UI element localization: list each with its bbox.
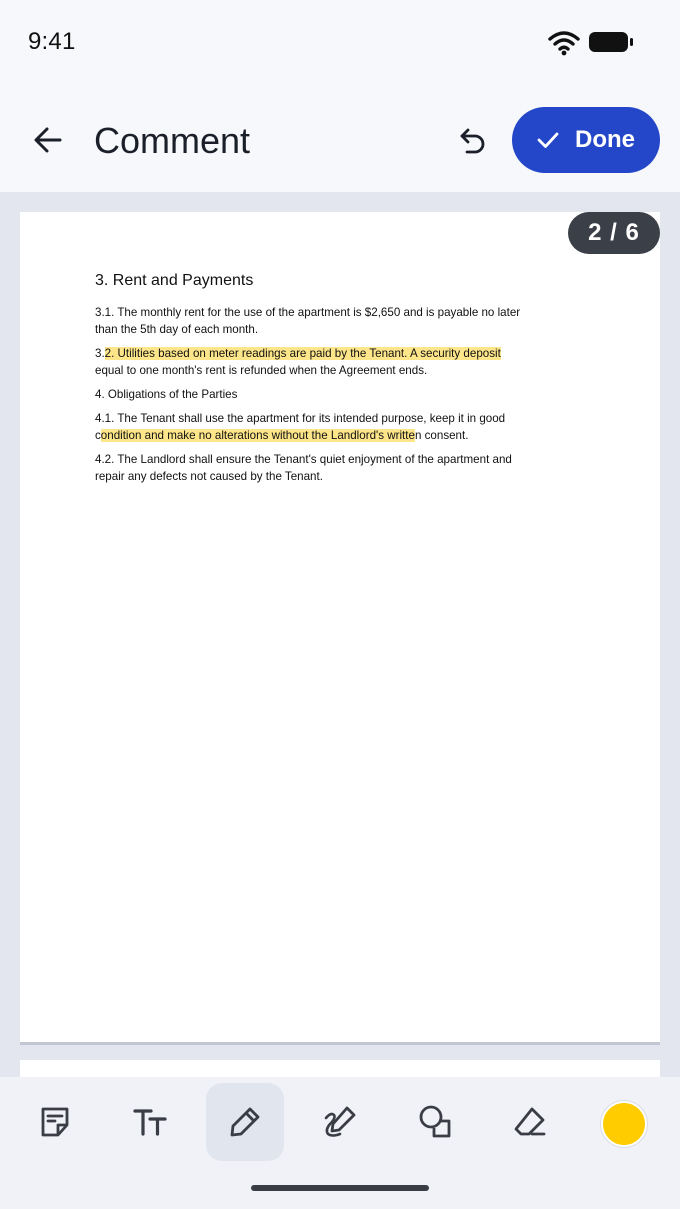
text-tool-button[interactable]	[111, 1083, 189, 1161]
page-title: Comment	[94, 120, 251, 161]
back-button[interactable]	[26, 118, 70, 162]
done-button[interactable]	[512, 107, 660, 173]
note-tool-button[interactable]	[16, 1083, 94, 1161]
paragraph-4-1: 4.1. The Tenant shall use the apartment for its intended purpose, keep it in good condition and make no alterations without the Landlord's written consent.	[95, 412, 506, 442]
home-indicator	[251, 1185, 429, 1191]
highlighter-tool-button[interactable]	[206, 1083, 284, 1161]
status-time: 9:41	[28, 28, 76, 55]
freehand-draw-icon	[322, 1104, 358, 1140]
shapes-icon	[417, 1104, 453, 1140]
text-highlight[interactable]: ondition and make no alterations without the Landlord's writte	[100, 429, 415, 442]
highlighter-pen-icon	[227, 1104, 263, 1140]
status-bar	[0, 0, 680, 84]
undo-icon	[458, 126, 488, 156]
draw-tool-button[interactable]	[301, 1083, 379, 1161]
paragraph-3-2: 3.2. Utilities based on meter readings are paid by the Tenant. A security deposit equal to one month's rent is refunded when the Agreement ends.	[95, 347, 501, 377]
text-size-icon	[132, 1104, 168, 1140]
shapes-tool-button[interactable]	[396, 1083, 474, 1161]
document-page[interactable]	[20, 212, 660, 1042]
page-content	[95, 272, 535, 492]
eraser-tool-button[interactable]	[491, 1083, 569, 1161]
next-document-page[interactable]	[20, 1060, 660, 1077]
document-viewer[interactable]	[0, 192, 680, 1077]
paragraph-4-2: 4.2. The Landlord shall ensure the Tenant's quiet enjoyment of the apartment and repair any defects not caused by the Tenant.	[95, 453, 512, 483]
text-highlight[interactable]: 2. Utilities based on meter readings are paid by the Tenant. A security deposit	[104, 347, 501, 360]
note-icon	[37, 1104, 73, 1140]
color-picker-button[interactable]	[601, 1101, 647, 1147]
eraser-icon	[512, 1104, 548, 1140]
page-indicator-badge: 2 / 6	[568, 212, 660, 254]
wifi-icon	[548, 30, 580, 56]
battery-icon	[588, 31, 634, 53]
arrow-left-icon	[33, 125, 63, 155]
app-header	[0, 84, 680, 192]
section-subheading: 4. Obligations of the Parties	[95, 388, 238, 401]
undo-button[interactable]	[452, 120, 494, 162]
checkmark-icon	[537, 129, 559, 151]
section-heading: 3. Rent and Payments	[95, 272, 254, 289]
annotation-toolbar	[0, 1077, 680, 1209]
done-label: Done	[575, 126, 635, 153]
paragraph-3-1: 3.1. The monthly rent for the use of the apartment is $2,650 and is payable no later than the 5th day of each month.	[95, 306, 521, 336]
